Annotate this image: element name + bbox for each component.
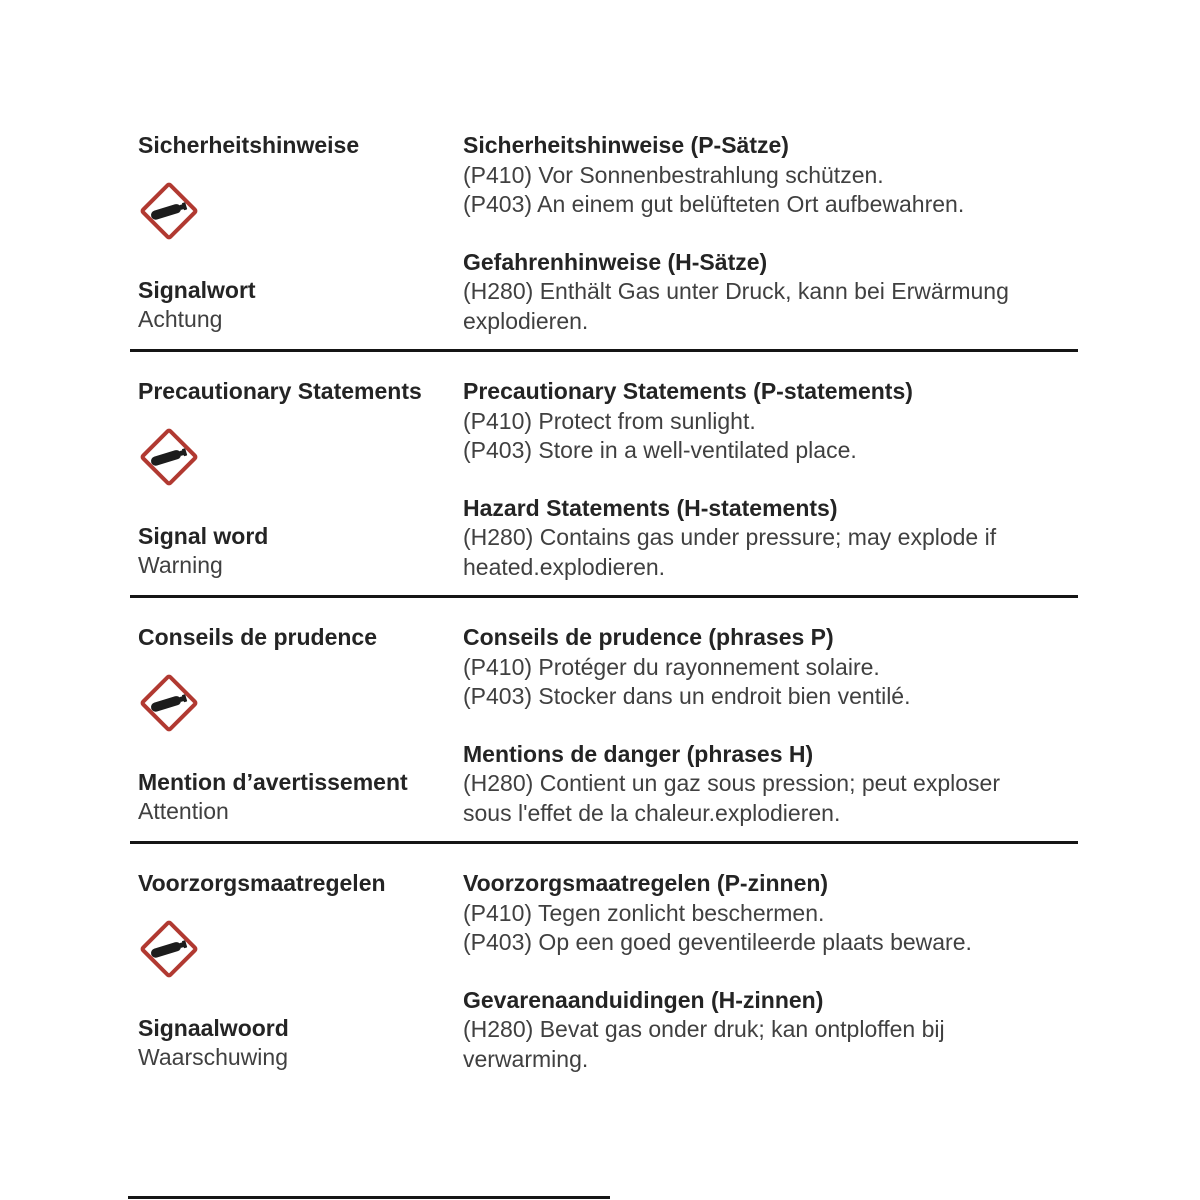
section-title: Voorzorgsmaatregelen (138, 870, 386, 896)
ghs04-gas-cylinder-icon (138, 426, 200, 488)
section-fr-left-column (138, 623, 463, 827)
p-statement-line: (P403) An einem gut belüfteten Ort aufbewahren. (463, 191, 965, 217)
h-statement-line: (H280) Enthält Gas unter Druck, kann bei Erwärmung (463, 278, 1009, 304)
signal-word-label: Mention d’avertissement (138, 768, 408, 795)
signal-word-label: Signaalwoord (138, 1014, 289, 1041)
section-de-left-column (138, 131, 463, 335)
p-statements-heading: Voorzorgsmaatregelen (P-zinnen) (463, 870, 829, 896)
h-statement-line: sous l'effet de la chaleur.explodieren. (463, 799, 841, 826)
section-divider (130, 595, 1078, 598)
p-statements-heading: Conseils de prudence (phrases P) (463, 624, 834, 650)
section-nl (138, 869, 1078, 1074)
section-fr (138, 623, 1078, 828)
section-en-right-column (463, 377, 1078, 582)
h-statement-line: verwarming. (463, 1045, 589, 1072)
p-statement-line: (P410) Tegen zonlicht beschermen. (463, 899, 825, 926)
p-statement-line: (P403) Stocker dans un endroit bien ventilé. (463, 683, 911, 709)
p-statements-heading: Precautionary Statements (P-statements) (463, 378, 913, 404)
signal-word-value: Attention (138, 798, 229, 824)
ghs04-gas-cylinder-icon (138, 672, 200, 734)
h-statements-heading: Hazard Statements (H-statements) (463, 494, 838, 521)
h-statement-line: (H280) Contient un gaz sous pression; peut exploser (463, 770, 1000, 796)
p-statement-line: (P403) Op een goed geventileerde plaats beware. (463, 929, 972, 955)
h-statements-heading: Gefahrenhinweise (H-Sätze) (463, 248, 768, 275)
signal-word-value: Waarschuwing (138, 1044, 288, 1070)
section-fr-right-column (463, 623, 1078, 828)
h-statement-line: heated.explodieren. (463, 553, 666, 580)
p-statement-line: (P403) Store in a well-ventilated place. (463, 437, 857, 463)
section-divider (130, 841, 1078, 844)
p-statement-line: (P410) Vor Sonnenbestrahlung schützen. (463, 161, 884, 188)
section-title: Sicherheitshinweise (138, 132, 360, 158)
h-statement-line: (H280) Contains gas under pressure; may explode if (463, 524, 997, 550)
signal-word-label: Signal word (138, 522, 269, 549)
p-statements-heading: Sicherheitshinweise (P-Sätze) (463, 132, 789, 158)
signal-word-value: Warning (138, 552, 223, 578)
section-en-left-column (138, 377, 463, 581)
ghs04-gas-cylinder-icon (138, 180, 200, 242)
section-nl-left-column (138, 869, 463, 1073)
h-statement-line: (H280) Bevat gas onder druk; kan ontploffen bij (463, 1016, 945, 1042)
h-statement-line: explodieren. (463, 307, 589, 334)
signal-word-label: Signalwort (138, 276, 256, 303)
section-de-right-column (463, 131, 1078, 336)
section-en (138, 377, 1078, 582)
section-divider (130, 349, 1078, 352)
section-nl-right-column (463, 869, 1078, 1074)
h-statements-heading: Mentions de danger (phrases H) (463, 740, 814, 767)
signal-word-value: Achtung (138, 306, 223, 332)
section-de (138, 131, 1078, 336)
ghs04-gas-cylinder-icon (138, 918, 200, 980)
section-title: Conseils de prudence (138, 624, 378, 650)
partial-bottom-divider (128, 1196, 610, 1199)
p-statement-line: (P410) Protéger du rayonnement solaire. (463, 653, 880, 680)
p-statement-line: (P410) Protect from sunlight. (463, 407, 756, 434)
section-title: Precautionary Statements (138, 378, 422, 404)
h-statements-heading: Gevarenaanduidingen (H-zinnen) (463, 986, 824, 1013)
